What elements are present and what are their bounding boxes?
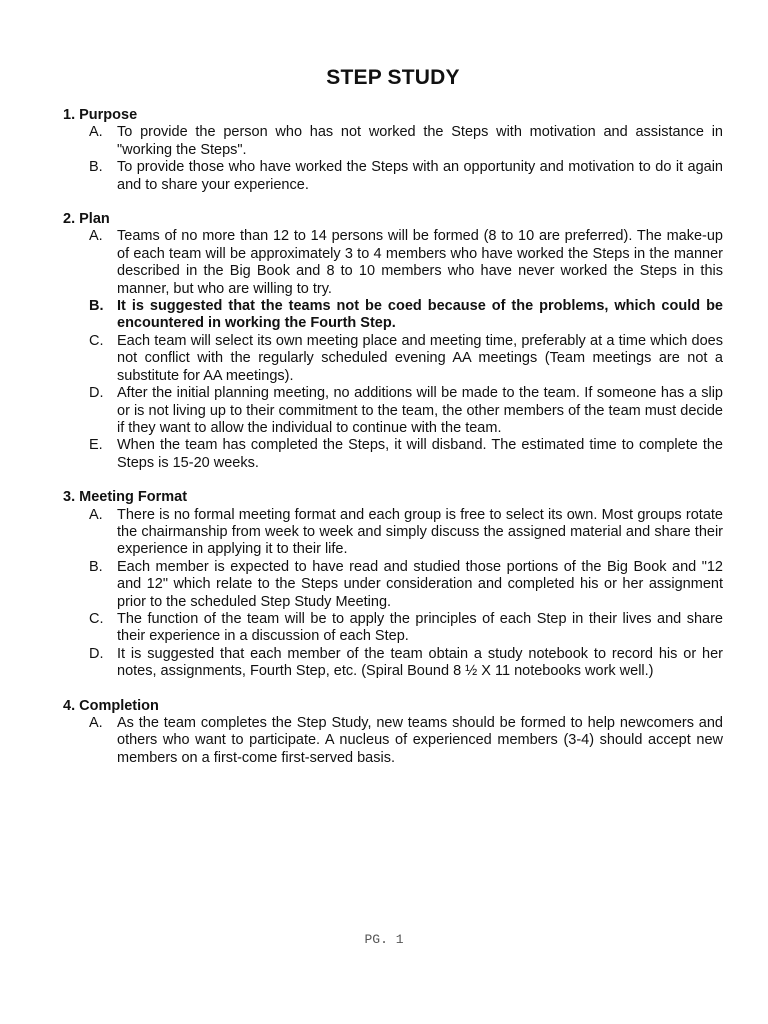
list-item <box>63 385 723 437</box>
item-letter: A. <box>89 506 103 523</box>
item-text: To provide the person who has not worked the Steps with motivation and assistance in "working the Steps". <box>117 124 723 158</box>
item-letter: D. <box>89 645 104 662</box>
item-text: Each member is expected to have read and studied those portions of the Big Book and "12 and 12" which relate to the Steps under consideration and completed his or her assignment prior to the scheduled Step Study Meeting. <box>117 558 723 610</box>
item-text: As the team completes the Step Study, new teams should be formed to help newcomers and others who want to participate. A nucleus of experienced members (3-4) should accept new members on a first-come first-served basis. <box>117 715 723 766</box>
section-heading: 3. Meeting Format <box>63 489 188 506</box>
list-item <box>63 124 723 159</box>
item-text: When the team has completed the Steps, it will disband. The estimated time to complete the Steps is 15-20 weeks. <box>117 437 723 471</box>
list-item <box>63 228 723 298</box>
page-number: PG. 1 <box>364 932 404 947</box>
item-text: There is no formal meeting format and each group is free to select its own. Most groups rotate the chairmanship from week to week and simply discuss the assigned material and share their experience in applying it to their life. <box>117 506 723 558</box>
document-page <box>63 66 723 784</box>
item-text: The function of the team will be to apply the principles of each Step in their lives and share their experience in a discussion of each Step. <box>117 610 723 645</box>
item-letter: D. <box>89 385 104 402</box>
item-letter: E. <box>89 437 103 454</box>
item-letter: A. <box>89 124 103 141</box>
list-item <box>63 507 723 559</box>
item-letter: C. <box>89 332 104 349</box>
page-title: STEP STUDY <box>326 66 460 89</box>
section-meeting-format <box>63 489 723 680</box>
list-item <box>63 715 723 767</box>
item-text: To provide those who have worked the Steps with an opportunity and motivation to do it again and to share your experience. <box>117 159 723 193</box>
list-item <box>63 437 723 472</box>
list-item <box>63 559 723 611</box>
item-text: After the initial planning meeting, no additions will be made to the team. If someone has a slip or is not living up to their commitment to the team, the other members of the team must decide if they want to allow the individual to continue with the team. <box>117 385 723 436</box>
item-letter: B. <box>89 159 103 176</box>
section-heading: 2. Plan <box>63 211 110 228</box>
item-letter: B. <box>89 298 104 315</box>
section-purpose <box>63 107 723 194</box>
item-letter: C. <box>89 610 104 627</box>
list-item <box>63 611 723 646</box>
item-letter: A. <box>89 715 103 731</box>
section-heading: 1. Purpose <box>63 107 138 123</box>
list-item <box>63 298 723 333</box>
section-heading: 4. Completion <box>63 697 159 714</box>
item-letter: B. <box>89 558 103 575</box>
item-text: It is suggested that the teams not be coed because of the problems, which could be encountered in working the Fourth Step. <box>117 298 723 332</box>
item-text: Teams of no more than 12 to 14 persons will be formed (8 to 10 are preferred). The make-up of each team will be approximately 3 to 4 members who have worked the Steps in the manner described in the Big Book and 8 to 10 members who have never worked the Steps in this manner, but who are willing to try. <box>117 228 723 297</box>
list-item <box>63 159 723 194</box>
item-letter: A. <box>89 228 103 245</box>
list-item <box>63 646 723 681</box>
item-text: Each team will select its own meeting place and meeting time, preferably at a time which does not conflict with the regularly scheduled evening AA meetings (Team meetings are not a substitute for AA meetings). <box>117 332 723 384</box>
section-plan <box>63 211 723 472</box>
item-text: It is suggested that each member of the team obtain a study notebook to record his or her notes, assignments, Fourth Step, etc. (Spiral Bound 8 ½ X 11 notebooks work well.) <box>117 645 723 680</box>
section-completion <box>63 698 723 768</box>
list-item <box>63 333 723 385</box>
